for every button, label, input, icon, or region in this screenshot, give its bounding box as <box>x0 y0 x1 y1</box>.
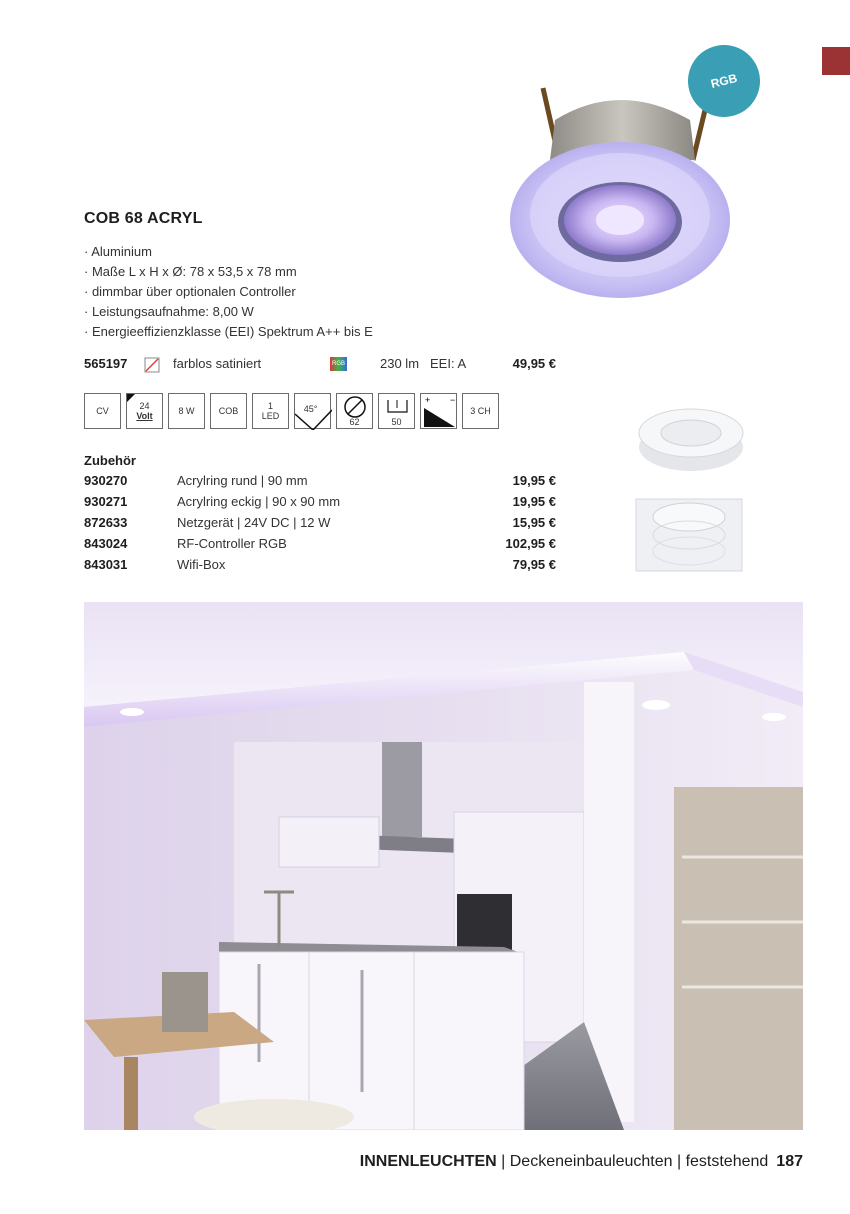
accessory-price: 19,95 € <box>512 473 556 488</box>
accessory-row <box>84 494 556 515</box>
volt-corner-icon <box>127 394 164 430</box>
accessory-description: Acrylring rund | 90 mm <box>177 473 308 488</box>
accessory-row <box>84 515 556 536</box>
accessory-price: 79,95 € <box>512 557 556 572</box>
accessory-description: Netzgerät | 24V DC | 12 W <box>177 515 331 530</box>
feature-item: · Leistungsaufnahme: 8,00 W <box>84 302 373 322</box>
cob-icon: COB <box>210 393 247 429</box>
accessory-number: 930270 <box>84 473 128 488</box>
product-image-downlight <box>505 80 735 300</box>
accessory-description: Wifi-Box <box>177 557 226 572</box>
volt-icon: 24 Volt <box>126 393 163 429</box>
svg-text:−: − <box>450 395 456 405</box>
accessory-number: 872633 <box>84 515 128 530</box>
accessory-row <box>84 536 556 557</box>
dimmable-icon <box>420 393 457 429</box>
lumen-value: 230 lm <box>380 356 420 371</box>
accessory-number: 843031 <box>84 557 128 572</box>
accessory-price: 15,95 € <box>512 515 556 530</box>
accessory-price: 19,95 € <box>512 494 556 509</box>
beam-angle-icon: 45° <box>294 393 331 429</box>
acrylic-ring-round-image <box>636 405 746 475</box>
article-price: 49,95 € <box>512 356 556 371</box>
article-number: 565197 <box>84 356 128 371</box>
footer-category: Deckeneinbauleuchten | feststehend <box>509 1153 769 1170</box>
channels-icon: 3 CH <box>462 393 499 429</box>
feature-item: · Maße L x H x Ø: 78 x 53,5 x 78 mm <box>84 262 373 282</box>
rgb-badge: RGB <box>680 37 767 124</box>
cv-icon: CV <box>84 393 121 429</box>
product-title: COB 68 ACRYL <box>84 210 203 227</box>
depth-icon: 50 <box>378 393 415 429</box>
accessories-title: Zubehör <box>84 453 136 468</box>
finish-swatch-icon <box>144 357 160 373</box>
svg-text:+: + <box>425 395 431 405</box>
feature-list <box>84 242 373 342</box>
accessory-description: Acrylring eckig | 90 x 90 mm <box>177 494 341 509</box>
accessory-row <box>84 473 556 494</box>
dimmer-wedge-icon <box>421 394 458 430</box>
eei-value: EEI: A <box>430 356 467 371</box>
rgb-color-icon: RGB <box>330 357 347 371</box>
finish-label: farblos satiniert <box>173 356 262 371</box>
footer-section: INNENLEUCHTEN <box>359 1153 497 1170</box>
cutout-icon: 62 <box>336 393 373 429</box>
accessory-row <box>84 557 556 578</box>
accessory-price: 102,95 € <box>505 536 556 551</box>
chapter-tab <box>822 47 850 75</box>
accessory-number: 843024 <box>84 536 128 551</box>
watt-icon: 8 W <box>168 393 205 429</box>
acrylic-ring-square-image <box>634 495 744 573</box>
footer-separator: | <box>496 1153 510 1170</box>
led-count-icon: 1 LED <box>252 393 289 429</box>
accessory-description: RF-Controller RGB <box>177 536 287 551</box>
feature-item: · Aluminium <box>84 242 373 262</box>
feature-item: · Energieeffizienzklasse (EEI) Spektrum A++ bis E <box>84 322 373 342</box>
accessory-number: 930271 <box>84 494 128 509</box>
page-footer <box>360 1153 803 1171</box>
page-number: 187 <box>776 1153 803 1170</box>
feature-item: · dimmbar über optionalen Controller <box>84 282 373 302</box>
kitchen-scene-image <box>84 602 803 1130</box>
